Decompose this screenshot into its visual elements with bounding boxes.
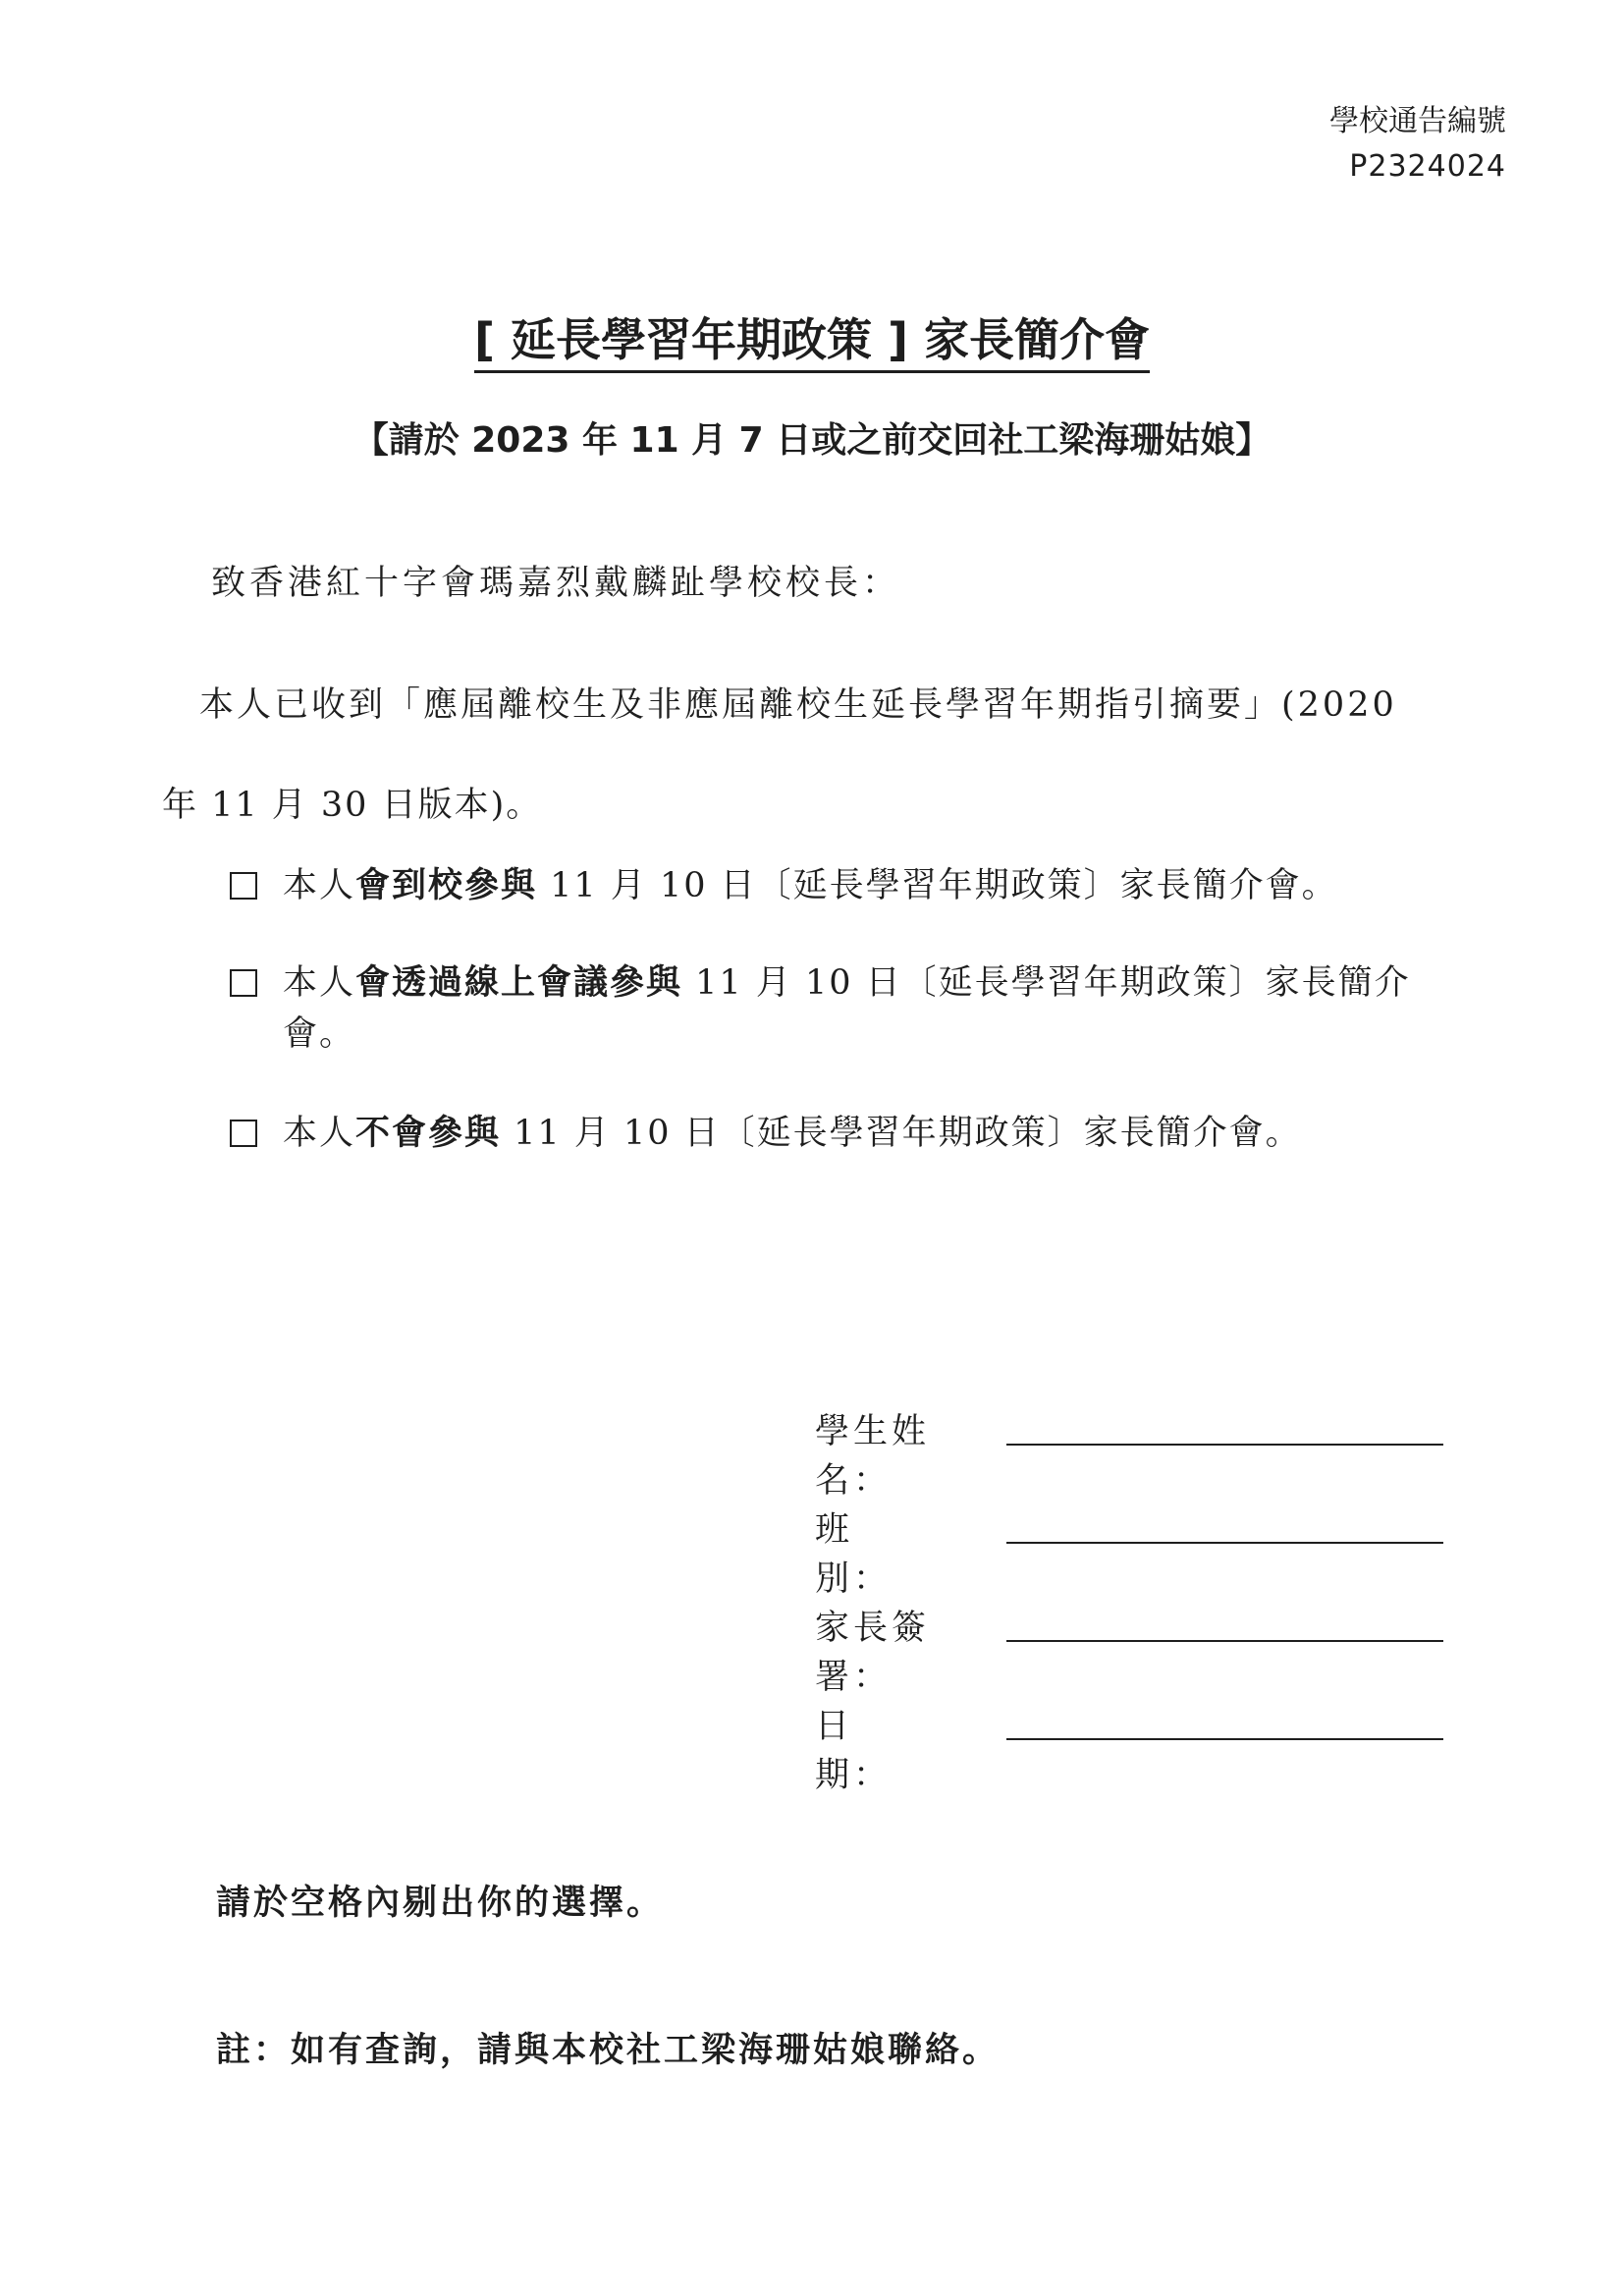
- parent-signature-label: 家長簽署：: [815, 1609, 931, 1697]
- checkbox-attend-online[interactable]: [230, 969, 257, 997]
- option-attend-online-text: [230, 957, 1428, 1060]
- option-not-attend[interactable]: [230, 1108, 1428, 1159]
- document-title-text: [ 延長學習年期政策 ] 家長簡介會: [474, 313, 1150, 373]
- option-emphasis: 會到校參與: [355, 865, 538, 905]
- checkbox-not-attend[interactable]: [230, 1120, 257, 1147]
- document-title: [0, 304, 1624, 369]
- enquiry-note: 註：如有查詢，請與本校社工梁海珊姑娘聯絡。: [216, 2030, 1001, 2070]
- option-rest: 11 月 10 日〔延長學習年期政策〕家長簡介會。: [537, 866, 1338, 905]
- student-name-label: 學生姓名：: [815, 1412, 931, 1501]
- option-emphasis: 不會參與: [355, 1113, 502, 1153]
- option-rest: 11 月 10 日〔延長學習年期政策〕家長簡介會。: [501, 1114, 1302, 1153]
- option-emphasis: 會透過線上會議參與: [355, 962, 683, 1003]
- date-label: 日 期：: [815, 1707, 931, 1795]
- notice-number-label: 學校通告編號: [1329, 104, 1506, 138]
- option-prefix: 本人: [283, 963, 356, 1003]
- parent-signature-line[interactable]: [1006, 1640, 1443, 1642]
- acknowledgement-line-2: 年 11 月 30 日版本)。: [162, 786, 543, 825]
- date-field[interactable]: [815, 1699, 1001, 1797]
- notice-number: P2324024: [1349, 149, 1506, 184]
- option-prefix: 本人: [283, 1114, 356, 1153]
- option-attend-in-school-text: [230, 860, 1428, 911]
- class-line[interactable]: [1006, 1542, 1443, 1544]
- class-field[interactable]: [815, 1503, 1001, 1601]
- option-attend-online[interactable]: [230, 957, 1428, 1060]
- return-deadline: 【請於 2023 年 11 月 7 日或之前交回社工梁海珊姑娘】: [352, 420, 1272, 461]
- class-label: 班 別：: [815, 1510, 931, 1599]
- option-prefix: 本人: [283, 866, 356, 905]
- student-name-line[interactable]: [1006, 1444, 1443, 1446]
- student-name-field[interactable]: [815, 1404, 1001, 1503]
- date-line[interactable]: [1006, 1738, 1443, 1740]
- parent-signature-field[interactable]: [815, 1601, 1001, 1699]
- option-rest: 11 月 10 日〔延長學習年期政策〕家長簡介會。: [283, 963, 1411, 1054]
- salutation: 致香港紅十字會瑪嘉烈戴麟趾學校校長：: [211, 564, 901, 603]
- option-not-attend-text: [230, 1108, 1428, 1159]
- instruction-text: 請於空格內剔出你的選擇。: [216, 1883, 665, 1923]
- acknowledgement-line-1: 本人已收到「應屆離校生及非應屆離校生延長學習年期指引摘要」(2020: [199, 685, 1397, 725]
- option-attend-in-school[interactable]: [230, 860, 1428, 911]
- checkbox-attend-in-school[interactable]: [230, 872, 257, 900]
